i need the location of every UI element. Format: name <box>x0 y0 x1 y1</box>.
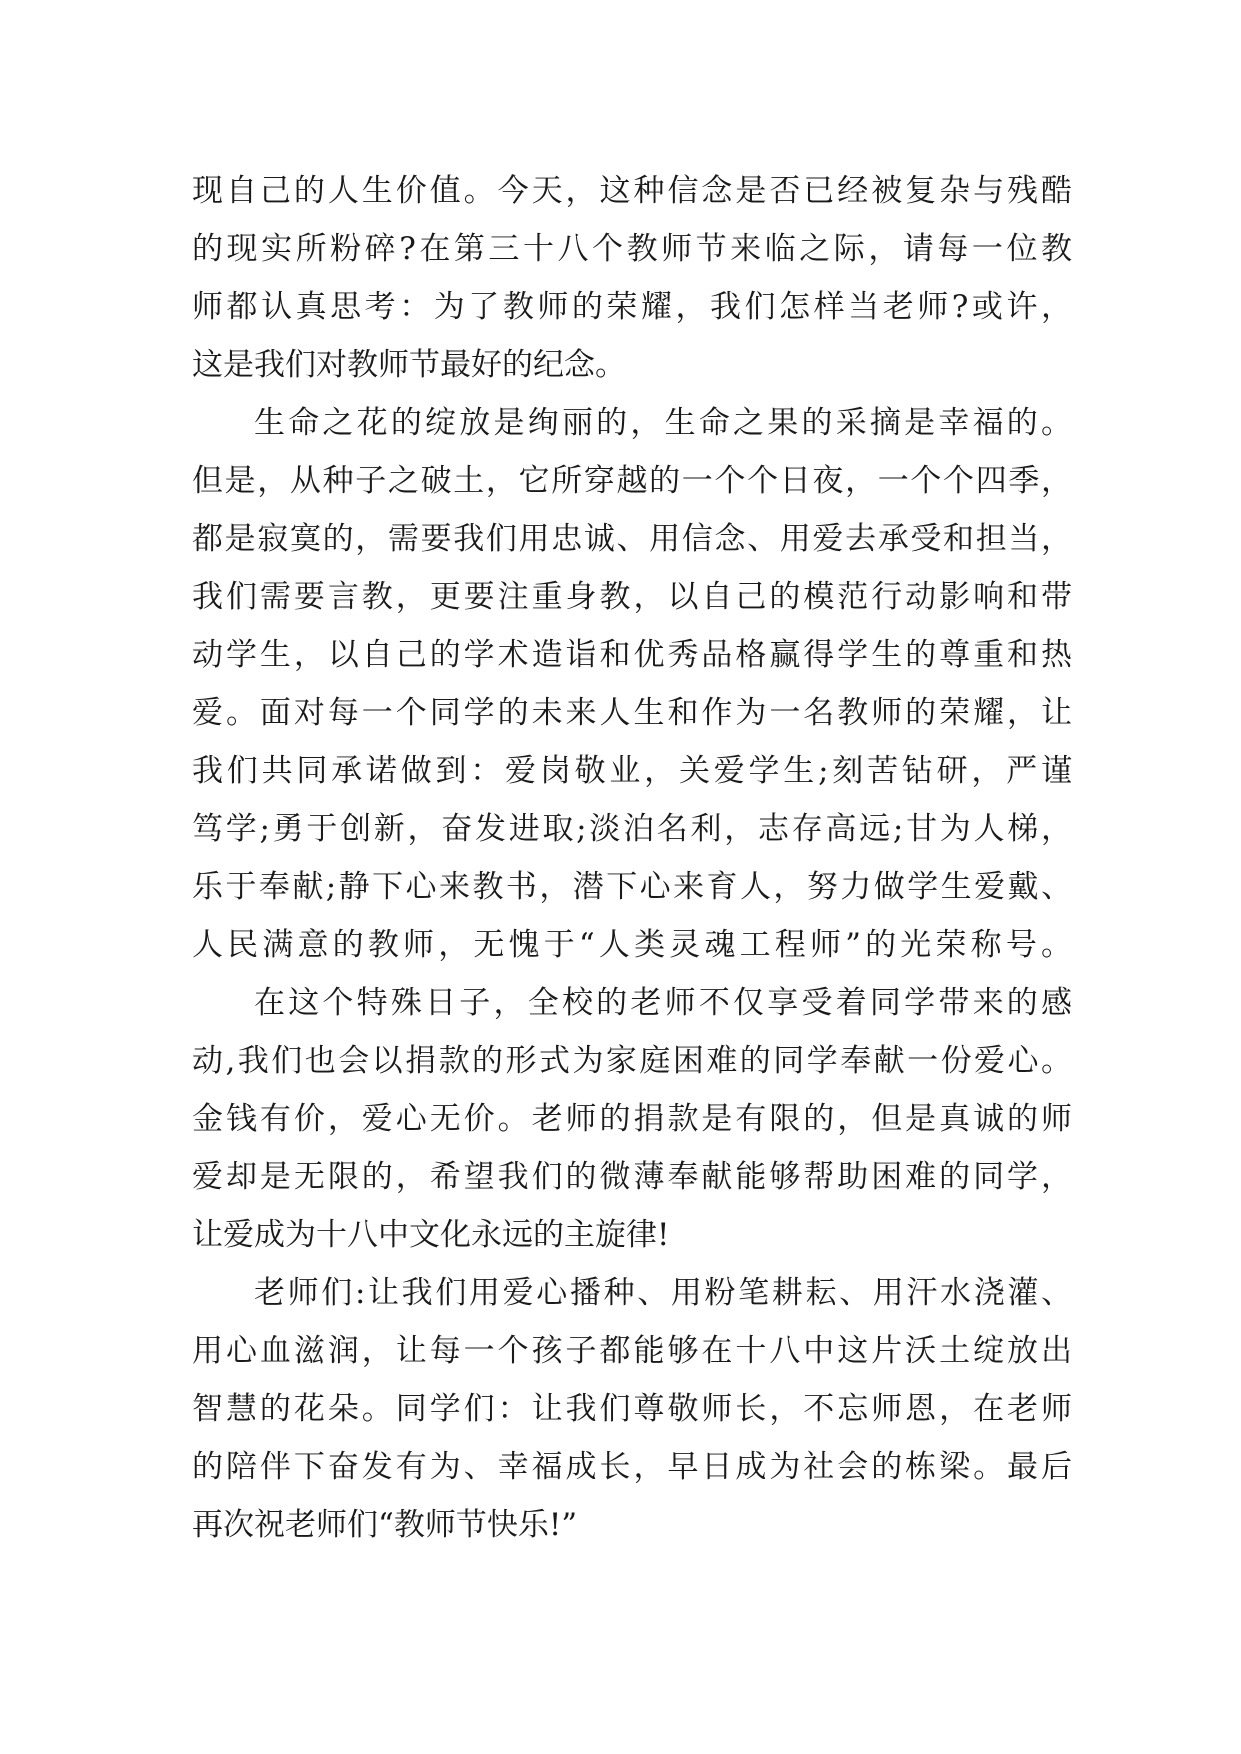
text-line: 师都认真思考：为了教师的荣耀，我们怎样当老师?或许， <box>192 289 1072 325</box>
text-line: 用心血滋润，让每一个孩子都能够在十八中这片沃土绽放出 <box>192 1333 1072 1369</box>
text-line: 的现实所粉碎?在第三十八个教师节来临之际，请每一位教 <box>192 231 1072 267</box>
text-line: 这是我们对教师节最好的纪念。 <box>192 347 626 383</box>
text-line: 生命之花的绽放是绚丽的，生命之果的采摘是幸福的。 <box>254 405 1072 441</box>
text-line: 我们共同承诺做到：爱岗敬业，关爱学生;刻苦钻研，严谨 <box>192 753 1072 789</box>
text-line: 爱。面对每一个同学的未来人生和作为一名教师的荣耀，让 <box>192 695 1072 731</box>
paragraph-4 <box>192 1264 1072 1554</box>
text-line: 让爱成为十八中文化永远的主旋律! <box>192 1217 670 1253</box>
text-line: 我们需要言教，更要注重身教，以自己的模范行动影响和带 <box>192 579 1072 615</box>
text-line: 动,我们也会以捐款的形式为家庭困难的同学奉献一份爱心。 <box>192 1043 1072 1079</box>
text-line: 都是寂寞的，需要我们用忠诚、用信念、用爱去承受和担当， <box>192 521 1072 557</box>
text-line: 智慧的花朵。同学们：让我们尊敬师长，不忘师恩，在老师 <box>192 1391 1072 1427</box>
text-line: 动学生，以自己的学术造诣和优秀品格赢得学生的尊重和热 <box>192 637 1072 673</box>
text-line: 爱却是无限的，希望我们的微薄奉献能够帮助困难的同学， <box>192 1159 1072 1195</box>
document-body <box>192 162 1072 1554</box>
paragraph-2 <box>192 394 1072 974</box>
text-line: 乐于奉献;静下心来教书，潜下心来育人，努力做学生爱戴、 <box>192 869 1072 905</box>
text-line: 人民满意的教师，无愧于“人类灵魂工程师”的光荣称号。 <box>192 927 1072 963</box>
text-line: 老师们:让我们用爱心播种、用粉笔耕耘、用汗水浇灌、 <box>254 1275 1072 1311</box>
text-line: 在这个特殊日子，全校的老师不仅享受着同学带来的感 <box>254 985 1072 1021</box>
text-line: 的陪伴下奋发有为、幸福成长，早日成为社会的栋梁。最后 <box>192 1449 1072 1485</box>
text-line: 金钱有价，爱心无价。老师的捐款是有限的，但是真诚的师 <box>192 1101 1072 1137</box>
paragraph-3 <box>192 974 1072 1264</box>
paragraph-1 <box>192 162 1072 394</box>
text-line: 但是，从种子之破土，它所穿越的一个个日夜，一个个四季， <box>192 463 1072 499</box>
text-line: 笃学;勇于创新，奋发进取;淡泊名利，志存高远;甘为人梯， <box>192 811 1072 847</box>
text-line: 现自己的人生价值。今天，这种信念是否已经被复杂与残酷 <box>192 173 1072 209</box>
text-line: 再次祝老师们“教师节快乐!” <box>192 1507 578 1543</box>
